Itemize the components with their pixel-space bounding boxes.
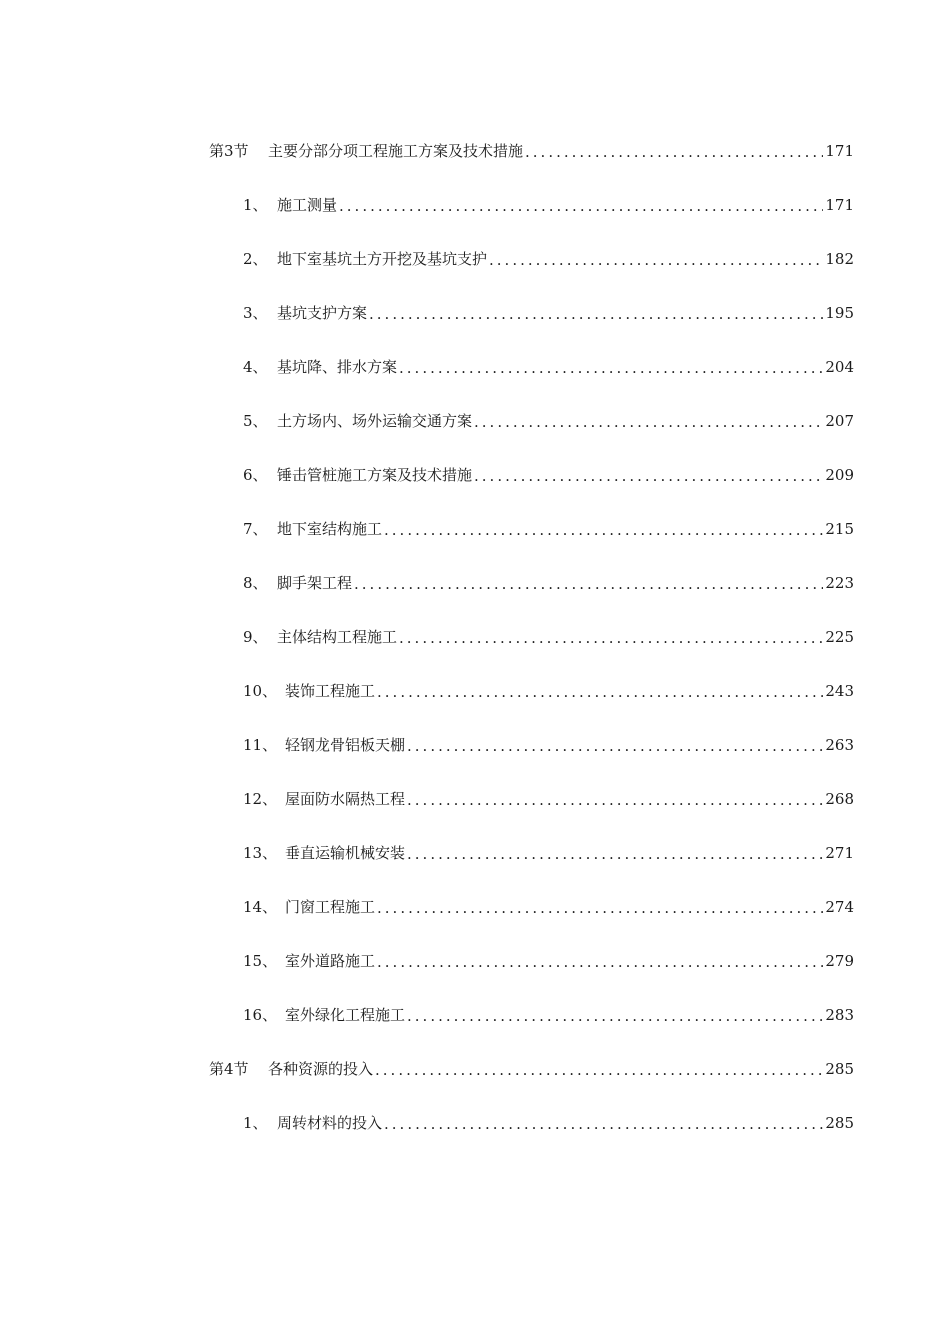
toc-entry-page: 171 (825, 142, 854, 160)
toc-entry[interactable] (209, 988, 854, 1042)
dot-leader (399, 358, 823, 378)
toc-entry-title: 垂直运输机械安装 (285, 844, 406, 862)
toc-entry-title: 周转材料的投入 (277, 1114, 383, 1132)
dot-leader (377, 898, 823, 918)
toc-entry-page: 209 (825, 466, 854, 484)
toc-entry-number: 7、 (243, 520, 268, 538)
toc-entry-title: 地下室结构施工 (277, 520, 383, 538)
toc-entry-title: 主体结构工程施工 (277, 628, 398, 646)
toc-entry-title: 锤击管桩施工方案及技术措施 (277, 466, 473, 484)
toc-entry[interactable] (209, 880, 854, 934)
dot-leader (407, 1006, 823, 1026)
toc-entry-page: 243 (825, 682, 854, 700)
toc-entry-page: 204 (825, 358, 854, 376)
dot-leader (354, 574, 823, 594)
toc-entry-number: 2、 (243, 250, 268, 268)
dot-leader (525, 142, 823, 162)
dot-leader (407, 790, 823, 810)
toc-entry-page: 207 (825, 412, 854, 430)
toc-entry-title: 土方场内、场外运输交通方案 (277, 412, 473, 430)
toc-entry[interactable] (209, 610, 854, 664)
dot-leader (384, 1114, 823, 1134)
toc-entry[interactable] (209, 448, 854, 502)
toc-entry[interactable] (209, 556, 854, 610)
toc-entry-page: 223 (825, 574, 854, 592)
toc-entry-title: 脚手架工程 (277, 574, 353, 592)
dot-leader (407, 736, 823, 756)
toc-entry[interactable] (209, 178, 854, 232)
toc-entry-number: 15、 (243, 952, 278, 970)
toc-entry[interactable] (209, 394, 854, 448)
dot-leader (474, 412, 823, 432)
toc-entry-number: 1、 (243, 196, 268, 214)
toc-entry-title: 主要分部分项工程施工方案及技术措施 (268, 142, 524, 160)
toc-entry-title: 屋面防水隔热工程 (285, 790, 406, 808)
toc-entry-number: 5、 (243, 412, 268, 430)
toc-entry[interactable] (209, 502, 854, 556)
toc-entry[interactable] (209, 664, 854, 718)
toc-entry-page: 285 (825, 1060, 854, 1078)
toc-entry-number: 3、 (243, 304, 268, 322)
toc-entry-number: 14、 (243, 898, 278, 916)
toc-entry[interactable] (209, 124, 854, 178)
dot-leader (339, 196, 823, 216)
toc-entry[interactable] (209, 286, 854, 340)
toc-entry[interactable] (209, 1042, 854, 1096)
toc-entry-title: 施工测量 (277, 196, 338, 214)
table-of-contents (209, 124, 854, 1150)
toc-entry-number: 8、 (243, 574, 268, 592)
dot-leader (407, 844, 823, 864)
toc-entry-page: 171 (825, 196, 854, 214)
toc-entry-page: 285 (825, 1114, 854, 1132)
toc-entry-number: 11、 (243, 736, 278, 754)
toc-entry-number: 13、 (243, 844, 278, 862)
toc-entry-title: 基坑支护方案 (277, 304, 368, 322)
toc-entry[interactable] (209, 1096, 854, 1150)
toc-entry-title: 装饰工程施工 (285, 682, 376, 700)
toc-entry-page: 195 (825, 304, 854, 322)
toc-entry[interactable] (209, 340, 854, 394)
toc-entry[interactable] (209, 772, 854, 826)
dot-leader (377, 682, 823, 702)
toc-entry-number: 6、 (243, 466, 268, 484)
toc-entry-number: 第4节 (209, 1060, 249, 1078)
toc-entry-page: 182 (825, 250, 854, 268)
toc-entry-title: 地下室基坑土方开挖及基坑支护 (277, 250, 488, 268)
dot-leader (377, 952, 823, 972)
dot-leader (369, 304, 823, 324)
toc-entry-number: 16、 (243, 1006, 278, 1024)
toc-entry-page: 263 (825, 736, 854, 754)
dot-leader (474, 466, 823, 486)
dot-leader (399, 628, 823, 648)
toc-entry-number: 1、 (243, 1114, 268, 1132)
toc-entry-title: 室外绿化工程施工 (285, 1006, 406, 1024)
toc-entry-title: 轻钢龙骨铝板天棚 (285, 736, 406, 754)
toc-entry-number: 第3节 (209, 142, 249, 160)
toc-entry-title: 室外道路施工 (285, 952, 376, 970)
toc-entry-number: 10、 (243, 682, 278, 700)
toc-entry-page: 279 (825, 952, 854, 970)
toc-entry-number: 4、 (243, 358, 268, 376)
toc-entry-page: 225 (825, 628, 854, 646)
dot-leader (375, 1060, 823, 1080)
toc-entry-page: 268 (825, 790, 854, 808)
toc-entry[interactable] (209, 718, 854, 772)
toc-entry-title: 门窗工程施工 (285, 898, 376, 916)
dot-leader (489, 250, 823, 270)
toc-entry[interactable] (209, 934, 854, 988)
toc-entry[interactable] (209, 826, 854, 880)
toc-entry-title: 基坑降、排水方案 (277, 358, 398, 376)
dot-leader (384, 520, 823, 540)
toc-entry-page: 215 (825, 520, 854, 538)
toc-entry-number: 12、 (243, 790, 278, 808)
toc-entry-page: 271 (825, 844, 854, 862)
toc-entry-title: 各种资源的投入 (268, 1060, 374, 1078)
toc-entry-page: 274 (825, 898, 854, 916)
toc-entry-number: 9、 (243, 628, 268, 646)
toc-entry[interactable] (209, 232, 854, 286)
toc-entry-page: 283 (825, 1006, 854, 1024)
